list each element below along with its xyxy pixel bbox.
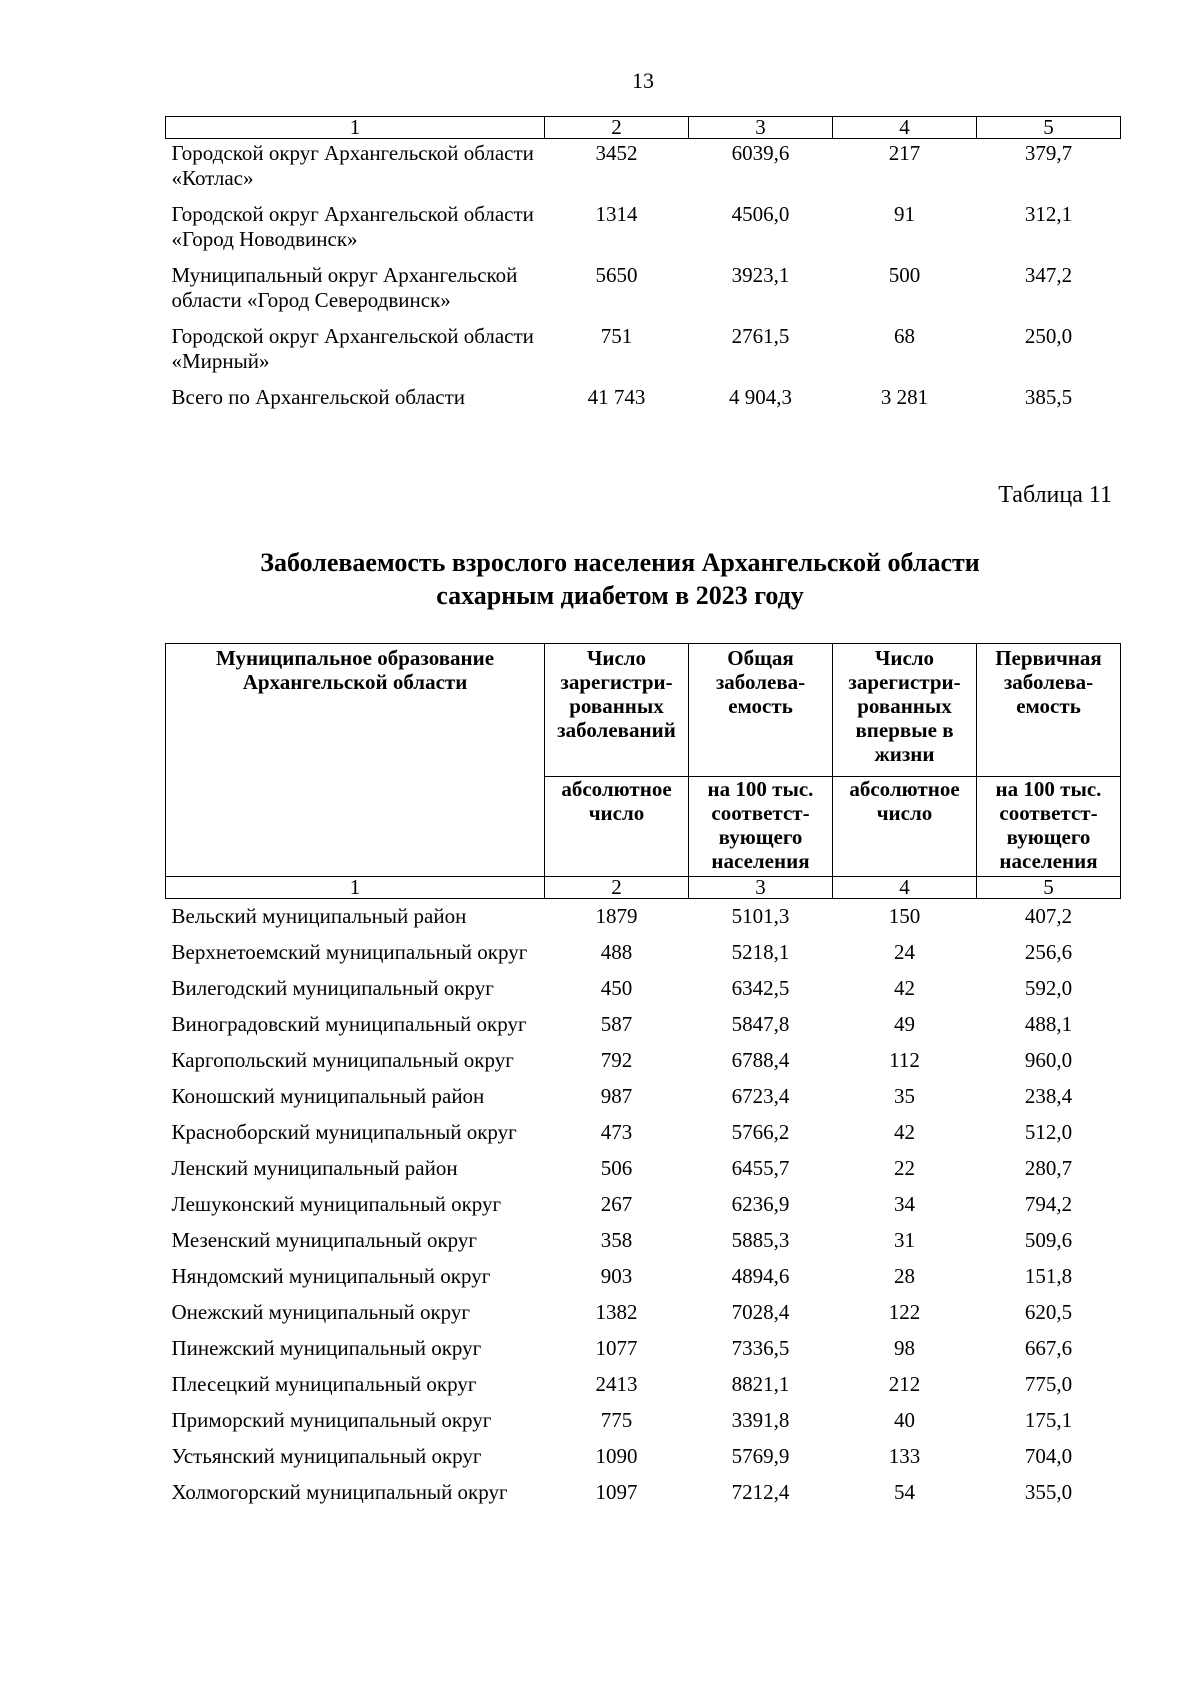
column-number: 4 [833,117,977,139]
value-cell: 1090 [595,1444,638,1468]
value-cell: 355,0 [1024,1480,1073,1504]
value-cell: 358 [600,1228,633,1252]
value-cell: 987 [600,1084,633,1108]
value-cell: 24 [894,940,915,964]
municipality-name: Коношский муниципальный район [171,1084,485,1108]
municipality-name: Пинежский муниципальный округ [171,1336,482,1360]
header-total-incidence: Общая заболева-емость [689,644,833,777]
municipality-name: Вилегодский муниципальный округ [171,976,494,1000]
value-cell: 6455,7 [731,1156,790,1180]
value-cell: 512,0 [1024,1120,1073,1144]
value-cell: 42 [894,1120,915,1144]
municipality-name: Красноборский муниципальный округ [171,1120,517,1144]
value-cell: 35 [894,1084,915,1108]
header-municipality: Муниципальное образование Архангельской области [166,644,545,877]
table-row [166,1403,1121,1439]
table-row [166,971,1121,1007]
value-cell: 31 [894,1228,915,1252]
table-row [166,1151,1121,1187]
municipality-name: Онежский муниципальный округ [171,1300,471,1324]
value-cell: 41 743 [587,385,646,409]
value-cell: 267 [600,1192,633,1216]
value-cell: 91 [894,202,915,226]
unit-label: на 100 тыс. соответст-вующего населения [977,777,1121,877]
value-cell: 3391,8 [731,1408,790,1432]
value-cell: 3 281 [880,385,929,409]
value-cell: 4506,0 [731,202,790,226]
value-cell: 22 [894,1156,915,1180]
diabetes-incidence-table [165,643,1121,1511]
table-row [166,1079,1121,1115]
column-number: 2 [545,117,689,139]
value-cell: 28 [894,1264,915,1288]
value-cell: 42 [894,976,915,1000]
value-cell: 347,2 [1024,263,1073,287]
value-cell: 960,0 [1024,1048,1073,1072]
municipality-name: Плесецкий муниципальный округ [171,1372,477,1396]
value-cell: 5101,3 [731,904,790,928]
column-number-row [166,877,1121,899]
value-cell: 3452 [595,141,638,165]
column-number: 3 [689,877,833,899]
value-cell: 751 [600,324,633,348]
value-cell: 775,0 [1024,1372,1073,1396]
value-cell: 40 [894,1408,915,1432]
value-cell: 6236,9 [731,1192,790,1216]
value-cell: 8821,1 [731,1372,790,1396]
header-first-time: Число зарегистри-рованных впервые в жизни [833,644,977,777]
value-cell: 1879 [595,904,638,928]
municipality-name: Муниципальный округ Архангельской области «Город Северодвинск» [171,263,518,312]
value-cell: 250,0 [1024,324,1073,348]
value-cell: 1097 [595,1480,638,1504]
column-number-row [166,117,1121,139]
value-cell: 3923,1 [731,263,790,287]
value-cell: 280,7 [1024,1156,1073,1180]
value-cell: 5650 [595,263,638,287]
unit-label: абсолютное число [545,777,689,877]
municipality-name: Ленский муниципальный район [171,1156,458,1180]
value-cell: 488,1 [1024,1012,1073,1036]
value-cell: 217 [888,141,921,165]
table-row [166,1115,1121,1151]
value-cell: 1314 [595,202,638,226]
municipality-name: Мезенский муниципальный округ [171,1228,477,1252]
table-row [166,1187,1121,1223]
column-number: 3 [689,117,833,139]
value-cell: 792 [600,1048,633,1072]
municipality-name: Верхнетоемский муниципальный округ [171,940,528,964]
table-row [166,200,1121,261]
value-cell: 5766,2 [731,1120,790,1144]
value-cell: 54 [894,1480,915,1504]
value-cell: 7336,5 [731,1336,790,1360]
value-cell: 4894,6 [731,1264,790,1288]
header-row [166,644,1121,777]
municipality-name: Каргопольский муниципальный округ [171,1048,514,1072]
value-cell: 150 [888,904,921,928]
value-cell: 592,0 [1024,976,1073,1000]
value-cell: 667,6 [1024,1336,1073,1360]
municipality-name: Лешуконский муниципальный округ [171,1192,502,1216]
table-row [166,899,1121,936]
column-number: 2 [545,877,689,899]
value-cell: 903 [600,1264,633,1288]
municipality-name: Городской округ Архангельской области «Город Новодвинск» [171,202,534,251]
value-cell: 1077 [595,1336,638,1360]
table-title-line: сахарным диабетом в 2023 году [436,581,804,610]
value-cell: 5885,3 [731,1228,790,1252]
value-cell: 6039,6 [731,141,790,165]
value-cell: 7028,4 [731,1300,790,1324]
table-row [166,383,1121,419]
value-cell: 506 [600,1156,633,1180]
municipality-name: Приморский муниципальный округ [171,1408,492,1432]
value-cell: 775 [600,1408,633,1432]
municipality-name: Городской округ Архангельской области «Котлас» [171,141,534,190]
value-cell: 68 [894,324,915,348]
value-cell: 98 [894,1336,915,1360]
column-number: 1 [166,117,545,139]
column-number: 5 [977,877,1121,899]
value-cell: 212 [888,1372,921,1396]
value-cell: 488 [600,940,633,964]
header-registered: Число зарегистри-рованных заболеваний [545,644,689,777]
value-cell: 49 [894,1012,915,1036]
value-cell: 385,5 [1024,385,1073,409]
table-row [166,1367,1121,1403]
page-number: 13 [632,68,654,93]
value-cell: 4 904,3 [729,385,792,409]
header-primary-incidence: Первичная заболева-емость [977,644,1121,777]
unit-label: на 100 тыс. соответст-вующего населения [689,777,833,877]
table-row [166,1439,1121,1475]
value-cell: 7212,4 [731,1480,790,1504]
unit-label: абсолютное число [833,777,977,877]
value-cell: 794,2 [1024,1192,1073,1216]
table-row [166,139,1121,201]
table-row [166,1007,1121,1043]
column-number: 4 [833,877,977,899]
municipality-name: Городской округ Архангельской области «Мирный» [171,324,534,373]
table-row [166,322,1121,383]
value-cell: 1382 [595,1300,638,1324]
municipality-name: Няндомский муниципальный округ [171,1264,491,1288]
value-cell: 407,2 [1024,904,1073,928]
value-cell: 6342,5 [731,976,790,1000]
value-cell: 704,0 [1024,1444,1073,1468]
value-cell: 500 [888,263,921,287]
table-row [166,1043,1121,1079]
value-cell: 620,5 [1024,1300,1073,1324]
table-row [166,1331,1121,1367]
municipality-name: Виноградовский муниципальный округ [171,1012,527,1036]
value-cell: 2413 [595,1372,638,1396]
value-cell: 238,4 [1024,1084,1073,1108]
table-label: Таблица 11 [998,482,1112,508]
value-cell: 450 [600,976,633,1000]
value-cell: 2761,5 [731,324,790,348]
value-cell: 122 [888,1300,921,1324]
value-cell: 34 [894,1192,915,1216]
column-number: 1 [166,877,545,899]
value-cell: 175,1 [1024,1408,1073,1432]
table-row [166,935,1121,971]
value-cell: 5847,8 [731,1012,790,1036]
municipality-name: Устьянский муниципальный округ [171,1444,482,1468]
value-cell: 587 [600,1012,633,1036]
table-title [0,546,1200,612]
value-cell: 312,1 [1024,202,1073,226]
value-cell: 151,8 [1024,1264,1073,1288]
value-cell: 133 [888,1444,921,1468]
value-cell: 473 [600,1120,633,1144]
value-cell: 379,7 [1024,141,1073,165]
continued-table [165,116,1121,419]
value-cell: 6788,4 [731,1048,790,1072]
value-cell: 5769,9 [731,1444,790,1468]
value-cell: 112 [889,1048,920,1072]
municipality-name: Всего по Архангельской области [171,385,466,409]
value-cell: 256,6 [1024,940,1073,964]
municipality-name: Холмогорский муниципальный округ [171,1480,508,1504]
table-title-line: Заболеваемость взрослого населения Архангельской области [260,548,980,577]
value-cell: 5218,1 [731,940,790,964]
value-cell: 509,6 [1024,1228,1073,1252]
column-number: 5 [977,117,1121,139]
value-cell: 6723,4 [731,1084,790,1108]
table-row [166,1295,1121,1331]
municipality-name: Вельский муниципальный район [171,904,467,928]
table-row [166,261,1121,322]
table-row [166,1259,1121,1295]
table-row [166,1223,1121,1259]
table-row [166,1475,1121,1511]
